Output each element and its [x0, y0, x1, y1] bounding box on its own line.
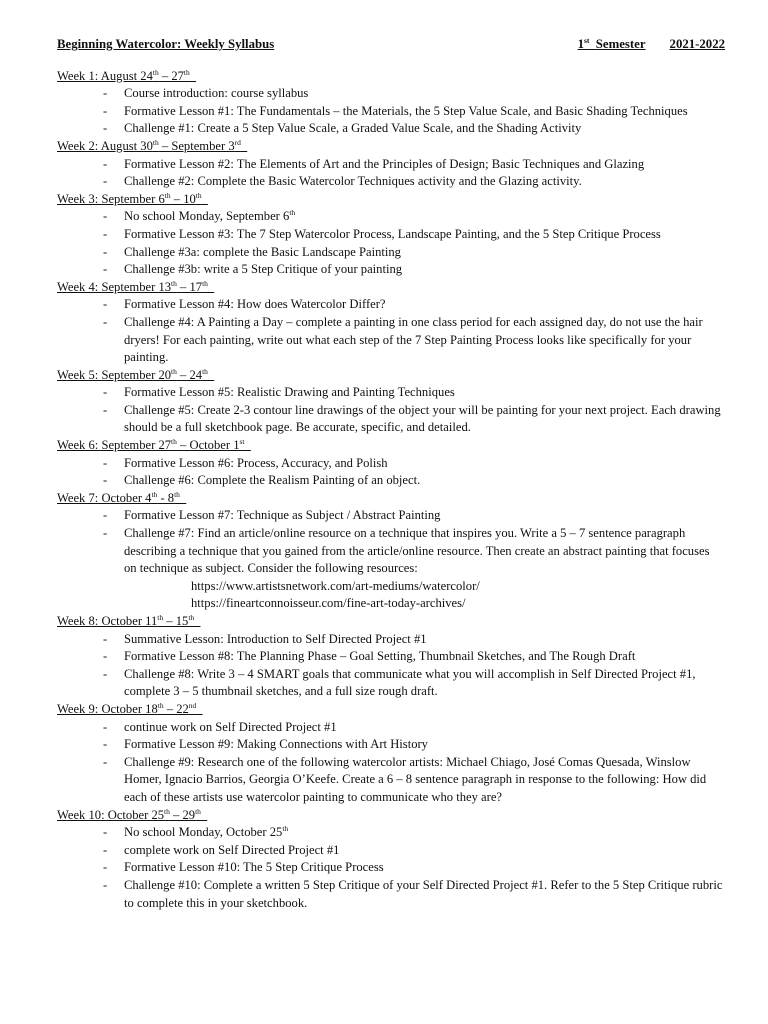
week-title-text: – 17 — [176, 279, 203, 294]
ordinal-suffix: th — [164, 190, 171, 200]
list-item — [101, 120, 725, 138]
list-item — [101, 85, 725, 103]
week-title-text: – 15 — [163, 614, 189, 628]
item-text: Formative Lesson #5: Realistic Drawing and Painting Techniques — [124, 385, 455, 400]
document-title: Beginning Watercolor: Weekly Syllabus — [57, 37, 275, 51]
ordinal-suffix: th — [171, 366, 177, 376]
week-items — [57, 631, 725, 701]
ordinal-suffix: th — [152, 137, 159, 147]
resource-url: https://www.artistsnetwork.com/art-mediums/watercolor/ — [191, 578, 480, 593]
ordinal-suffix: st — [239, 437, 245, 447]
week-title-text: - 8 — [157, 490, 175, 505]
ordinal-suffix: th — [289, 208, 296, 218]
item-text: Challenge #3b: write a 5 Step Critique of your painting — [124, 262, 403, 277]
week-items — [57, 156, 725, 191]
item-text: Challenge #4: A Painting a Day – complete a painting in one class period for each assigned day, do not use the hair dryers! For each painting, write out what each step of the 7 Step Painting Process looks like specifically for your painting. — [124, 314, 703, 365]
week-title-text: Week 6: September 27 — [57, 438, 172, 453]
week-section — [57, 367, 725, 437]
list-item — [101, 736, 725, 754]
list-item — [101, 754, 725, 807]
list-item — [101, 631, 725, 649]
list-item — [101, 507, 725, 525]
week-section — [57, 279, 725, 367]
list-item — [101, 296, 725, 314]
week-title — [57, 701, 725, 719]
item-text: Formative Lesson #9: Making Connections with Art History — [124, 737, 428, 752]
week-title-text: – 10 — [170, 191, 196, 206]
item-text: Challenge #3a: complete the Basic Landscape Painting — [124, 244, 401, 259]
week-section — [57, 613, 725, 701]
ordinal-suffix: nd — [188, 700, 197, 710]
item-text: Formative Lesson #8: The Planning Phase – Goal Setting, Thumbnail Sketches, and The Rough Draft — [124, 649, 636, 664]
semester-label — [578, 36, 646, 54]
item-text: complete work on Self Directed Project #1 — [124, 842, 340, 857]
item-text: Challenge #6: Complete the Realism Painting of an object. — [124, 473, 421, 488]
week-title-text: – 29 — [169, 807, 196, 822]
week-section — [57, 437, 725, 490]
week-title — [57, 191, 725, 209]
list-item — [101, 226, 725, 244]
list-item — [101, 877, 725, 912]
week-title-text: Week 4: September 13 — [57, 279, 172, 294]
semester-suffix: st — [583, 36, 590, 45]
week-section — [57, 807, 725, 913]
item-text: Challenge #9: Research one of the following watercolor artists: Michael Chiago, José Comas Quesada, Winslow Homer, Ignacio Barrios, Georgia O’Keefe. Create a 6 – 8 sentence paragraph in response to the following: How did each of these artists use watercolor painting to communicate who they are? — [124, 754, 707, 804]
week-title — [57, 490, 725, 508]
list-item — [101, 648, 725, 666]
week-title-text: – September 3 — [158, 138, 235, 153]
list-item — [101, 472, 725, 490]
week-title — [57, 367, 725, 385]
week-section — [57, 138, 725, 191]
list-item — [101, 103, 725, 121]
item-text: Challenge #10: Complete a written 5 Step Critique of your Self Directed Project #1. Refer to the 5 Step Critique rubric to complete this in your sketchbook. — [124, 877, 723, 910]
item-text: Challenge #8: Write 3 – 4 SMART goals that communicate what you will accomplish in Self Directed Project #1, complete 3 – 5 thumbnail sketches, and a full size rough draft. — [124, 666, 696, 699]
week-title — [57, 138, 725, 156]
resource-url: https://fineartconnoisseur.com/fine-art-today-archives/ — [191, 596, 466, 611]
week-title — [57, 613, 725, 631]
week-section — [57, 490, 725, 613]
week-title-text: Week 2: August 30 — [57, 138, 153, 153]
week-section — [57, 701, 725, 807]
school-year: 2021-2022 — [669, 37, 725, 51]
ordinal-suffix: th — [164, 806, 170, 816]
item-text: Formative Lesson #7: Technique as Subject / Abstract Painting — [124, 508, 441, 523]
ordinal-suffix: rd — [234, 137, 241, 147]
ordinal-suffix: th — [195, 190, 202, 200]
list-item — [101, 859, 725, 877]
week-items — [57, 507, 725, 613]
ordinal-suffix: th — [152, 67, 159, 77]
week-title-text: – October 1 — [176, 438, 240, 453]
week-items — [57, 455, 725, 490]
week-items — [57, 384, 725, 437]
list-item — [101, 314, 725, 367]
week-section — [57, 191, 725, 279]
semester-word: Semester — [595, 37, 646, 51]
ordinal-suffix: th — [171, 437, 177, 447]
list-item — [101, 384, 725, 402]
week-title — [57, 437, 725, 455]
week-section — [57, 68, 725, 138]
item-text: Formative Lesson #10: The 5 Step Critique Process — [124, 860, 384, 875]
ordinal-suffix: th — [195, 806, 201, 816]
ordinal-suffix: th — [171, 278, 177, 288]
week-items — [57, 296, 725, 366]
item-text: Formative Lesson #3: The 7 Step Watercolor Process, Landscape Painting, and the 5 Step Critique Process — [124, 226, 661, 241]
week-title-text: Week 7: October 4 — [57, 490, 152, 505]
week-title-text: – 27 — [158, 68, 184, 83]
list-item — [101, 719, 725, 737]
ordinal-suffix: th — [188, 613, 195, 622]
item-text: Formative Lesson #2: The Elements of Art and the Principles of Design; Basic Techniques and Glazing — [124, 156, 645, 171]
item-text: Challenge #1: Create a 5 Step Value Scale, a Graded Value Scale, and the Shading Activity — [124, 121, 582, 136]
ordinal-suffix: th — [174, 489, 180, 499]
item-text: Formative Lesson #6: Process, Accuracy, and Polish — [124, 455, 388, 470]
week-title-text: – 22 — [163, 701, 189, 716]
list-item — [101, 156, 725, 174]
week-items — [57, 719, 725, 807]
item-text: No school Monday, October 25 — [124, 825, 283, 840]
list-item — [101, 824, 725, 842]
week-title — [57, 279, 725, 297]
ordinal-suffix: th — [183, 67, 190, 77]
week-title-text: Week 5: September 20 — [57, 367, 172, 382]
ordinal-suffix: th — [282, 824, 289, 834]
ordinal-suffix: th — [202, 366, 208, 376]
list-item — [101, 244, 725, 262]
week-title-text: – 24 — [176, 367, 203, 382]
week-items — [57, 85, 725, 138]
item-text: Course introduction: course syllabus — [124, 86, 309, 101]
list-item — [101, 261, 725, 279]
list-item — [101, 525, 725, 613]
week-title-text: Week 9: October 18 — [57, 701, 158, 716]
semester-number: 1 — [577, 37, 584, 51]
item-text: Summative Lesson: Introduction to Self Directed Project #1 — [124, 631, 427, 646]
item-text: Formative Lesson #1: The Fundamentals – the Materials, the 5 Step Value Scale, and Basic Shading Techniques — [124, 103, 688, 118]
ordinal-suffix: th — [157, 613, 164, 622]
document-header — [57, 36, 725, 54]
week-title-text: Week 10: October 25 — [57, 807, 165, 822]
item-text: No school Monday, September 6 — [124, 209, 290, 224]
week-title-text: Week 1: August 24 — [57, 68, 153, 83]
week-title — [57, 807, 725, 825]
list-item — [101, 402, 725, 437]
week-title-text: Week 3: September 6 — [57, 191, 165, 206]
week-title — [57, 68, 725, 86]
item-text: Formative Lesson #4: How does Watercolor Differ? — [124, 297, 386, 312]
list-item — [101, 208, 725, 226]
ordinal-suffix: th — [202, 278, 208, 288]
item-text: Challenge #7: Find an article/online resource on a technique that inspires you. Write a 5 – 7 sentence paragraph describing a technique that you gained from the article/online resource. Then create an abstract painting that focuses on technique as subject. Consider the following resources: — [124, 526, 710, 576]
week-items — [57, 824, 725, 912]
item-text: Challenge #2: Complete the Basic Watercolor Techniques activity and the Glazing activity. — [124, 174, 582, 189]
list-item — [101, 666, 725, 701]
weeks-list — [57, 68, 725, 913]
list-item — [101, 842, 725, 860]
item-text: continue work on Self Directed Project #1 — [124, 719, 337, 734]
item-text: Challenge #5: Create 2-3 contour line drawings of the object your will be painting for your next project. Each drawing should be a full sketchbook page. Be accurate, specific, and detailed. — [124, 402, 721, 435]
ordinal-suffix: th — [157, 700, 164, 710]
list-item — [101, 173, 725, 191]
week-items — [57, 208, 725, 278]
week-title-text: Week 8: October 11 — [57, 614, 158, 628]
list-item — [101, 455, 725, 473]
ordinal-suffix: th — [151, 489, 158, 499]
